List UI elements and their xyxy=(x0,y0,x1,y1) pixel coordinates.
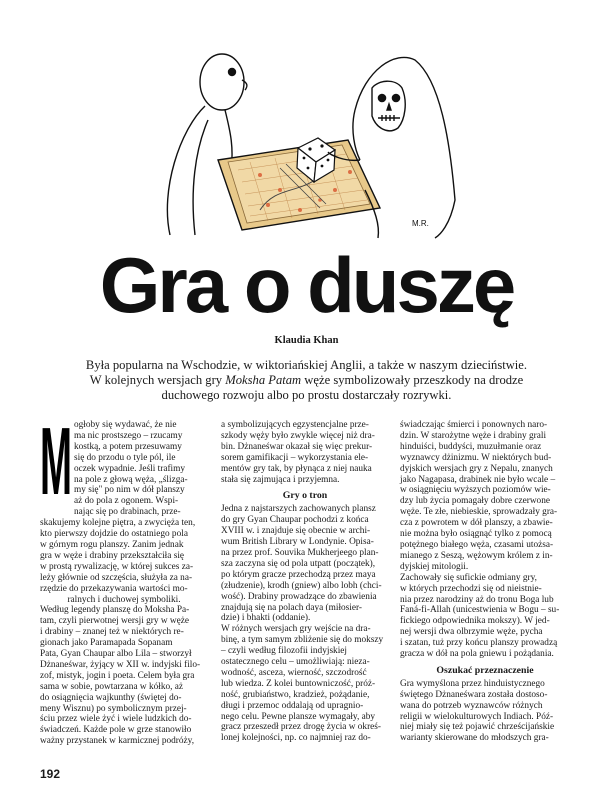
illustration-signature: M.R. xyxy=(412,219,429,228)
text-line: kostką, a potem przesuwamy xyxy=(74,441,182,452)
text-line: sza zaczyna się od pola utpatt (początek), xyxy=(221,558,376,569)
text-line: się do przodu o tyle pól, ile xyxy=(74,452,176,463)
text-line: w osiągnięciu wyższych poziomów wie- xyxy=(400,485,551,496)
text-line: religii w wielokulturowych Indiach. Póź- xyxy=(400,711,554,722)
text-line: a symbolizujących egzystencjalne prze- xyxy=(221,420,369,430)
text-line: zof, mistyk, jogin i poeta. Celem była gra xyxy=(40,670,195,681)
text-line: oczek wypadnie. Jeśli trafimy xyxy=(74,463,186,474)
text-line: węże. Te złe, niebieskie, sprowadzały gra- xyxy=(400,507,558,518)
text-line: nie można było osiągnąć tylko z pomocą xyxy=(400,529,552,540)
text-line: niej miały się też pojawić chrześcijańskie xyxy=(400,722,555,733)
text-line: znajdują się na polach daya (miłosier- xyxy=(221,602,363,613)
text-line: mianego z Seszą, wężowym królem z in- xyxy=(400,550,553,561)
text-line: dyjskiej mitologii. xyxy=(400,561,469,572)
text-column-3 xyxy=(400,420,570,744)
text-line: fickiego odpowiednika mokszy). W jed- xyxy=(400,616,550,627)
text-line: kto pierwszy dojdzie do ostatniego pola xyxy=(40,529,188,540)
text-line: świętego Dżnaneśwara została dostoso- xyxy=(400,689,548,700)
text-line: świadczając śmierci i ponownych naro- xyxy=(400,420,548,430)
text-line: nego celu. Pewne plansze wymagały, aby xyxy=(221,711,376,722)
text-line: Faná-fi-Allah (unicestwienia w Bogu – su- xyxy=(400,605,560,616)
text-line: binę, a tym samym zbliżenie się do mokszy xyxy=(221,635,384,646)
text-line: Zachowały się sufickie odmiany gry, xyxy=(400,572,538,583)
subheading-oszukac-przeznaczenie: Oszukać przeznaczenie xyxy=(436,664,534,676)
text-line: wodność, asceza, wierność, szczodrość xyxy=(221,667,367,678)
text-line: w których przechodzi się od nieistnie- xyxy=(400,583,542,594)
text-line: stała się zajmująca i przyjemna. xyxy=(221,474,340,485)
text-line: i drabiny – znanej też w niektórych re- xyxy=(40,627,184,638)
text-line: leży głównie od szczęścia, służyła za na- xyxy=(40,572,193,583)
drop-cap-letter: M xyxy=(40,424,72,498)
text-line: wość). Drabiny prowadzące do zbawienia xyxy=(221,591,377,602)
illustration-snakes-and-ladders xyxy=(150,40,470,240)
text-line: gracz przeszedł przez drogę życia w okreś- xyxy=(221,722,382,733)
text-line: ma nic prostszego – rzucamy xyxy=(74,430,183,441)
text-line: gracza w dół na pola gniewu i pożądania. xyxy=(400,649,554,660)
text-line: wyznawcy dżinizmu. W niektórych bud- xyxy=(400,452,552,463)
lead-line-1: Była popularna na Wschodzie, w wiktoriańskiej Anglii, a także w naszym dzieciństwie. xyxy=(85,358,528,372)
text-line: wum British Library w Londynie. Opisa- xyxy=(221,537,374,548)
text-line: lub wiedza. Z kolei buntowniczość, próż- xyxy=(221,678,376,689)
text-line: bin. Dżnaneśwar okazał się więc prekur- xyxy=(221,441,373,452)
text-line: tam, czyli pierwotnej wersji gry w węże xyxy=(40,616,189,627)
text-line: nając się po drabinach, prze- xyxy=(74,507,181,518)
text-line: ralnych i duchowej symboliki. xyxy=(67,594,181,605)
text-line: meny Wisznu) po symbolicznym przej- xyxy=(40,703,187,714)
text-line: skakujemy kolejne piętra, a zwycięża ten, xyxy=(40,518,196,529)
text-line: i szatan, tuż przy końcu planszy prowadzą xyxy=(400,638,558,649)
article-author: Klaudia Khan xyxy=(274,335,339,346)
page-number: 192 xyxy=(40,767,61,781)
lead-line-3: duchowego rozwoju albo po prostu dostarczały rozrywki. xyxy=(161,388,452,402)
text-line: mentów gry tak, by płynąca z niej nauka xyxy=(221,463,372,474)
article-title: Gra o duszę xyxy=(99,241,514,329)
text-line: Jedna z najstarszych zachowanych plansz xyxy=(221,504,376,515)
text-line: rzędzie do przekazywania wartości mo- xyxy=(40,583,188,594)
text-line: w górnym rogu planszy. Zanim jednak xyxy=(40,539,184,550)
text-line: długi i przemoc oddalają od upragnio- xyxy=(221,700,364,711)
text-line: hinduiści, buddyści, muzułmanie oraz xyxy=(400,441,542,452)
text-line: dzie) i bhakti (oddanie). xyxy=(221,613,311,624)
text-line: w prostą rywalizację, w której sukces za- xyxy=(40,561,194,572)
text-line: warianty skierowane do młodszych gra- xyxy=(400,733,549,744)
text-line: ogłoby się wydawać, że nie xyxy=(74,420,177,430)
text-line: Gra wymyślona przez hinduistycznego xyxy=(400,678,545,689)
text-column-2 xyxy=(221,420,389,744)
subheading-gry-o-tron: Gry o tron xyxy=(282,490,328,502)
text-line: gra w węże i drabiny przekształciła się xyxy=(40,550,185,561)
text-line: do gry Gyan Chaupar pochodzi z końca xyxy=(221,515,369,526)
text-line: ostatecznego celu – umożliwiają: nieza- xyxy=(221,657,370,668)
text-line: świadczeń. Każde pole w grze stanowiło xyxy=(40,725,192,736)
text-line: wana do potrzeb wyznawców różnych xyxy=(400,700,543,711)
text-line: – czyli według filozofii indyjskiej xyxy=(221,646,347,657)
text-line: (złudzenie), krodh (gniew) albo lobh (chci- xyxy=(221,580,382,591)
text-line: po którym gracze przechodzą przez maya xyxy=(221,569,376,580)
text-line: ność, grubiaństwo, kradzież, pożądanie, xyxy=(221,689,370,700)
text-line: lonej kolejności, np. co najmniej raz do- xyxy=(221,733,371,744)
text-line: Pata, Gyan Chaupar albo Lila – stworzył xyxy=(40,649,192,660)
article-lead xyxy=(60,358,553,403)
text-line: XVIII w. i znajduje się obecnie w archi- xyxy=(221,526,371,537)
text-line: aż do pola z ogonem. Wspi- xyxy=(74,496,179,507)
text-line: jako Nagapasa, drabinek nie było wcale – xyxy=(400,474,556,485)
text-column-1 xyxy=(40,420,208,747)
lead-line-2: W kolejnych wersjach gry Moksha Patam węże symbolizowały przeszkody na drodze xyxy=(89,373,524,387)
text-line: sorem gamifikacji – wykorzystania ele- xyxy=(221,452,369,463)
text-line: cza z powrotem w dół planszy, a zbawie- xyxy=(400,518,553,529)
text-line: my się" po nim w dół planszy xyxy=(74,485,185,496)
text-line: szkody węży było zwykle więcej niż dra- xyxy=(221,430,375,441)
text-line: Według legendy planszę do Moksha Pa- xyxy=(40,605,190,616)
text-line: sama w sobie, powtarzana w kółko, aż xyxy=(40,681,184,692)
text-line: gionach jako Paramapada Sopanam xyxy=(40,638,173,649)
text-line: na pole z głową węża, „ślizga- xyxy=(74,474,188,485)
text-line: dyjskich wersjach gry z Nepalu, znanych xyxy=(400,463,553,474)
text-line: nej wersji dwa olbrzymie węże, pycha xyxy=(400,627,543,638)
text-line: dzin. W starożytne węże i drabiny grali xyxy=(400,430,547,441)
text-line: nia przez narodziny aż do tronu Boga lub xyxy=(400,594,554,605)
text-line: do osiągnięcia wajkunthy (świętej do- xyxy=(40,692,182,703)
text-line: ściu przez wiele żyć i wiele ludzkich do- xyxy=(40,714,192,725)
text-line: potężnego białego węża, czasami utożsa- xyxy=(400,539,554,550)
text-line: ważny przystanek w karmicznej podróży, xyxy=(40,736,195,747)
text-line: Dżnaneśwar, żyjący w XII w. indyjski filo- xyxy=(40,659,201,670)
text-line: dzy lub życia pomagały dobre czerwone xyxy=(400,496,550,507)
text-line: W różnych wersjach gry wejście na dra- xyxy=(221,624,371,635)
text-line: na przez prof. Souvika Mukherjeego plan- xyxy=(221,547,379,558)
